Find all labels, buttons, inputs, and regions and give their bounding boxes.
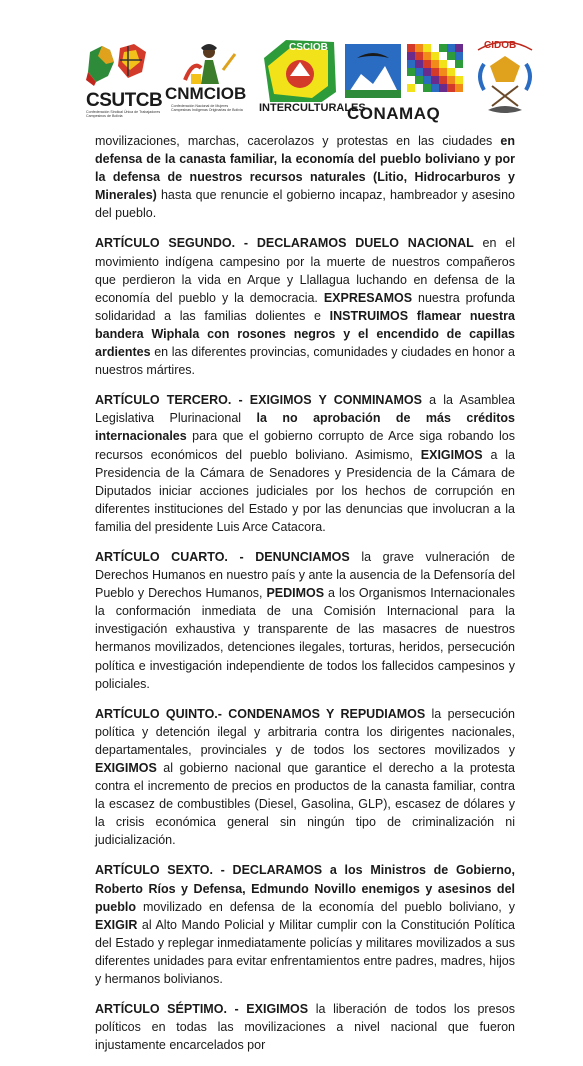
text-run: al Alto Mando Policial y Militar cumplir con la Constitución Política del Estado y replegar inmediatamente policías y militares movilizados a sus diferentes unidades para evitar enfrentamientos entre padres, madres, hijos y hermanos bolivianos. [95, 917, 515, 987]
csciob-logo [256, 36, 366, 120]
text-run: la liberación de todos los presos políticos en todas las movilizaciones a nivel nacional que fueron injustamente encarcelados por [95, 1002, 515, 1053]
bold-run: ARTÍCULO CUARTO. - DENUNCIAMOS [95, 549, 350, 564]
cidob-logo [470, 36, 540, 120]
bold-run: ARTÍCULO TERCERO. - EXIGIMOS Y CONMINAMOS [95, 393, 422, 408]
paragraph-art7 [95, 1000, 515, 1054]
text-run: a la Presidencia de la Cámara de Senadores y Presidencia de la Cámara de Diputados iniciar acciones judiciales por los hechos de corrupción en diferentes instituciones del Estado y por las denuncias que involucran a la familia del presidente Luis Arce Catacora. [95, 447, 515, 534]
text-run: hasta que renuncie el gobierno incapaz, hambreador y asesino del pueblo. [95, 188, 515, 221]
bold-run: ARTÍCULO SEGUNDO. - DECLARAMOS DUELO NACIONAL [95, 236, 474, 251]
csutcb-subtitle: Confederación Sindical Única de Trabajadores Campesinos de Bolivia [86, 110, 161, 118]
bold-run: EXIGIMOS [95, 761, 157, 775]
bold-run: ARTÍCULO QUINTO.- CONDENAMOS Y REPUDIAMOS [95, 706, 426, 721]
text-run: la grave vulneración de Derechos Humanos en nuestro país y ante la ausencia de la Defensoría del Pueblo y Derechos Humanos, [95, 549, 515, 601]
bold-run: INSTRUIMOS flamear nuestra bandera Wiphala con rosones negros y el encendido de capillas ardientes [95, 308, 515, 360]
cnmciob-subtitle: Confederación Nacional de Mujeres Campesinas Indígenas Originarias de Bolivia [171, 104, 243, 112]
text-run: nuestra profunda solidaridad a las familias dolientes e [95, 290, 515, 323]
text-run: a los Organismos Internacionales la conformación inmediata de una Comisión Internacional para la investigación exhaustiva y transparente de las masacres de nuestros hermanos movilizados, detenciones ilegales, torturas, heridos, persecución política e investigación independiente de todos los fallecidos campesinos y policiales. [95, 586, 516, 691]
text-run: la persecución política y detención ilegal y arbitraria contra los dirigentes nacionales, departamentales, provinciales y de todos los sectores movilizados y [95, 706, 515, 757]
paragraph-art3 [95, 391, 515, 536]
text-run: a la Asamblea Legislativa Plurinacional [95, 393, 515, 426]
paragraph-art4 [95, 548, 515, 693]
bold-run: ARTÍCULO SÉPTIMO. - EXIGIMOS [95, 1002, 309, 1017]
text-run: en el movimiento indígena campesino por la muerte de nuestros compañeros que perdieron la vida en Arque y Llallagua luchando en defensa de la economía del pueblo y la democracia. [95, 236, 515, 305]
conamaq-emblem-icon [345, 44, 463, 98]
csutcb-logo [82, 40, 163, 120]
bolivia-map-emblem-icon [84, 42, 154, 87]
woman-figure-emblem-icon [179, 40, 239, 85]
bold-run: PEDIMOS [266, 586, 325, 601]
cidob-name: CIDOB [484, 40, 517, 51]
text-run: al gobierno nacional que garantice el derecho a la protesta contra el incremento de precios en productos de la canasta familiar, contra la escasez de combustibles (Diesel, Gasolina, GLP), escasez de dólares y la crisis económica general sin ningún tipo de criminalización ni judicialización. [95, 761, 515, 848]
bold-run: EXIGIR [95, 917, 138, 932]
cnmciob-name: CNMCIOB [165, 84, 247, 103]
resolution-text [95, 132, 515, 1066]
csciob-interculturales: INTERCULTURALES [259, 102, 366, 114]
bold-run: EXIGIMOS [420, 447, 483, 462]
paragraph-art6 [95, 861, 515, 988]
csutcb-name: CSUTCB [86, 90, 163, 111]
text-run: en las diferentes provincias, comunidades y ciudades en honor a nuestros mártires. [95, 345, 515, 378]
paragraph-art5 [95, 705, 515, 850]
conamaq-logo [343, 40, 465, 123]
bold-run: ARTÍCULO SEXTO. - DECLARAMOS a los Ministros de Gobierno, Roberto Ríos y Defensa, Edmundo Novillo enemigos y asesinos del pueblo [95, 863, 515, 914]
text-run: movilizaciones, marchas, cacerolazos y protestas en las ciudades [95, 134, 501, 148]
bold-run: la no aprobación de más créditos internacionales [95, 411, 515, 444]
logo-header [0, 0, 583, 125]
conamaq-name: CONAMAQ [347, 104, 441, 123]
paragraph-intro [95, 132, 515, 222]
bold-run: EXPRESAMOS [323, 290, 413, 305]
text-run: movilizado en defensa de la economía del pueblo boliviano, y [135, 899, 515, 914]
csciob-name: CSCIOB [289, 42, 328, 53]
paragraph-art2 [95, 234, 515, 379]
cnmciob-logo [165, 40, 251, 120]
text-run: para que el gobierno corrupto de Arce siga robando los recursos económicos del pueblo boliviano. Asimismo, [95, 429, 515, 462]
bold-run: en defensa de la canasta familiar, la economía del pueblo boliviano y por la defensa de nuestros recursos naturales (Litio, Hidrocarburos y Minerales) [95, 134, 515, 203]
